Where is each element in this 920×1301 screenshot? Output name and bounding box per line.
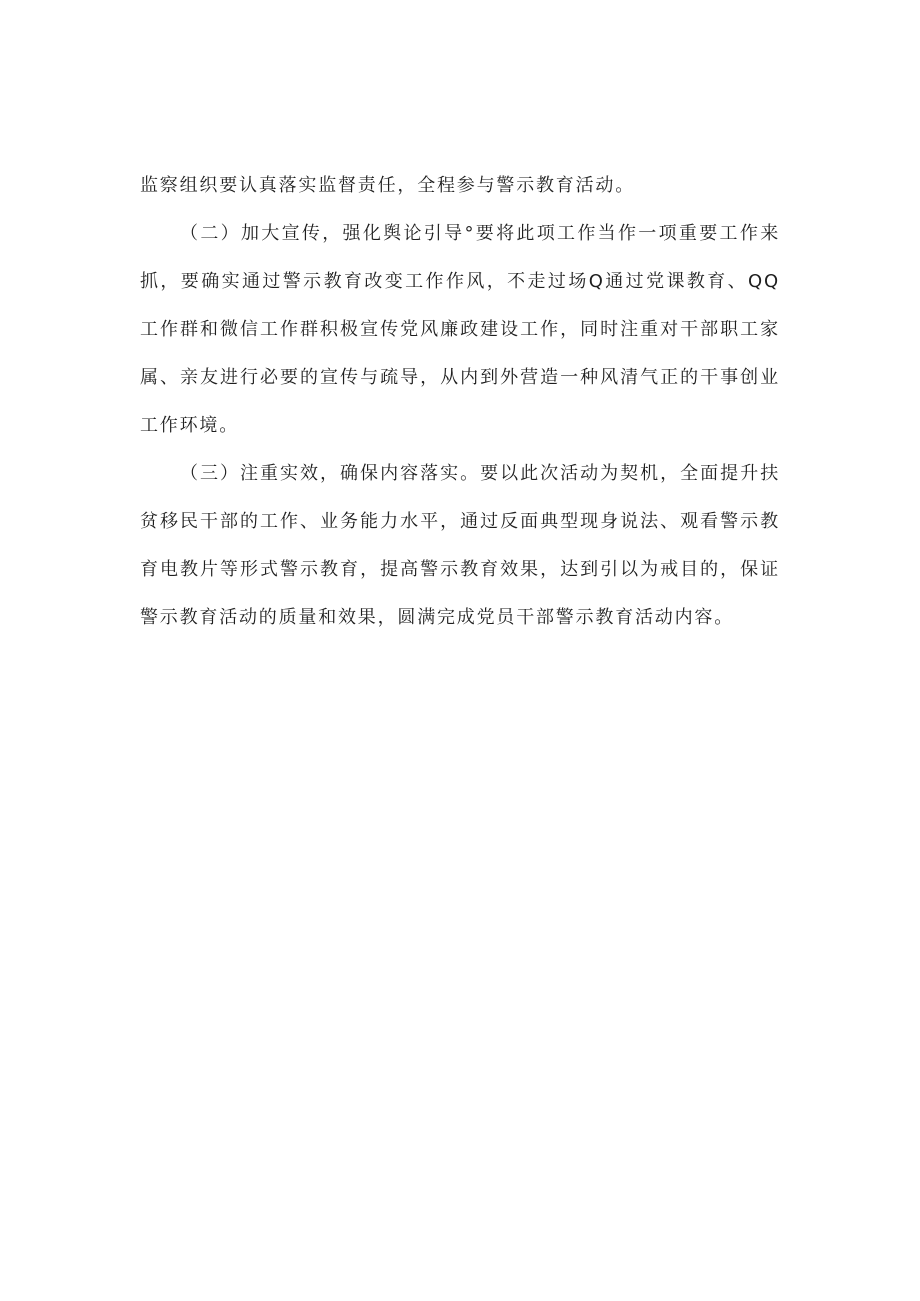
text-line: （二）加大宣传，强化舆论引导°要将此项工作当作一项重要工作来 [180, 223, 780, 244]
text-line: 工作群和微信工作群积极宣传党风廉政建设工作，同时注重对干部职工家 [140, 319, 780, 340]
document-page [140, 162, 780, 642]
text-line: 监察组织要认真落实监督责任，全程参与警示教育活动。 [140, 175, 635, 196]
paragraph-continuation [140, 162, 780, 210]
text-line: 育电教片等形式警示教育，提高警示教育效果，达到引以为戒目的，保证 [140, 559, 780, 580]
paragraph-effectiveness [140, 450, 780, 642]
paragraph-publicity [140, 210, 780, 450]
text-line: 抓，要确实通过警示教育改变工作作风，不走过场Q通过党课教育、QQ [140, 271, 780, 292]
text-line: 属、亲友进行必要的宣传与疏导，从内到外营造一种风清气正的干事创业 [140, 367, 780, 388]
text-line: 警示教育活动的质量和效果，圆满完成党员干部警示教育活动内容。 [140, 607, 734, 628]
text-line: （三）注重实效，确保内容落实。要以此次活动为契机，全面提升扶 [180, 463, 780, 484]
text-line: 贫移民干部的工作、业务能力水平，通过反面典型现身说法、观看警示教 [140, 511, 780, 532]
text-line: 工作环境。 [140, 415, 239, 436]
